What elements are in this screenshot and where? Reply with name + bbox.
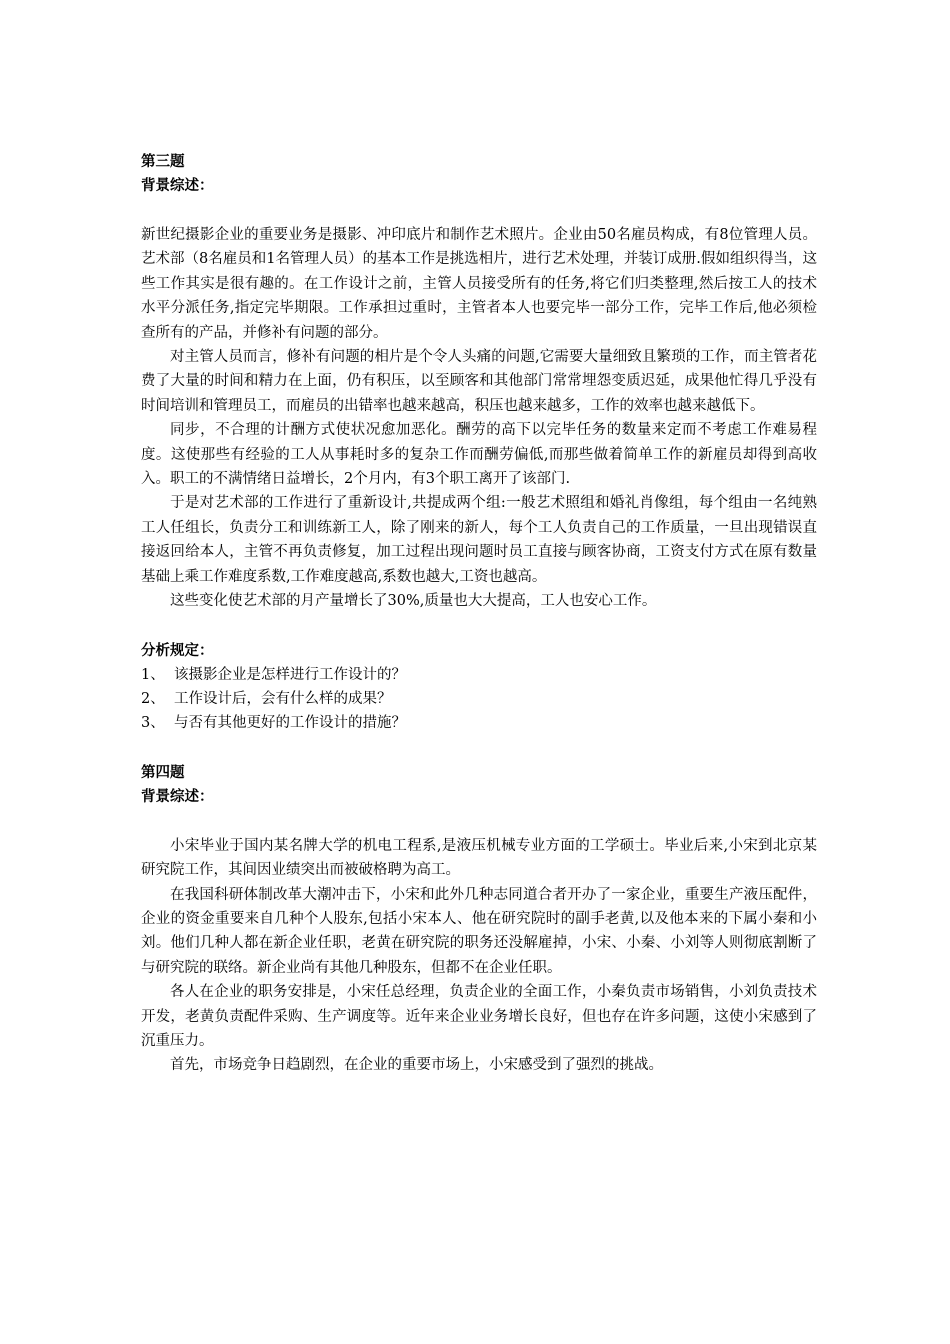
question-number: 3、 [141, 715, 165, 732]
question-4-title: 第四题 [141, 764, 185, 781]
question-3-analysis-label: 分析规定： [141, 642, 214, 659]
question-4-section [141, 761, 817, 1078]
question-list-item [141, 687, 817, 711]
question-list-item [141, 663, 817, 687]
question-3-paragraph: 同步，不合理的计酬方式使状况愈加恶化。酬劳的高下以完毕任务的数量来定而不考虑工作难易程度。这使那些有经验的工人从事耗时多的复杂工作而酬劳偏低,而那些做着简单工作的新雇员却得到高收入。职工的不满情绪日益增长，2个月内，有3个职工离开了该部门. [141, 422, 817, 488]
question-3-paragraph: 新世纪摄影企业的重要业务是摄影、冲印底片和制作艺术照片。企业由50名雇员构成，有8位管理人员。艺术部（8名雇员和1名管理人员）的基本工作是挑选相片，进行艺术处理，并装订成册.假如组织得当，这些工作其实是很有趣的。在工作设计之前，主管人员接受所有的任务,将它们归类整理,然后按工人的技术水平分派任务,指定完毕期限。工作承担过重时，主管者本人也要完毕一部分工作，完毕工作后,他必须检查所有的产品，并修补有问题的部分。 [141, 227, 817, 341]
question-3-title: 第三题 [141, 154, 185, 170]
question-list-item [141, 711, 817, 735]
question-text: 该摄影企业是怎样进行工作设计的？ [174, 666, 406, 683]
document-content [141, 150, 817, 1078]
question-4-paragraph: 首先，市场竞争日趋剧烈，在企业的重要市场上，小宋感受到了强烈的挑战。 [170, 1057, 663, 1074]
question-4-background-label: 背景综述： [141, 788, 214, 805]
question-number: 1、 [141, 666, 165, 683]
question-3-paragraph: 于是对艺术部的工作进行了重新设计,共提成两个组:一般艺术照组和婚礼肖像组，每个组由一名纯熟工人任组长，负责分工和训练新工人，除了刚来的新人，每个工人负责自己的工作质量，一旦出现错误直接返回给本人，主管不再负责修复，加工过程出现问题时员工直接与顾客协商，工资支付方式在原有数量基础上乘工作难度系数,工作难度越高,系数也越大,工资也越高。 [141, 495, 817, 585]
question-3-background-label: 背景综述： [141, 178, 214, 194]
question-text: 工作设计后，会有什么样的成果？ [174, 690, 392, 707]
question-3-paragraph: 这些变化使艺术部的月产量增长了30%,质量也大大提高，工人也安心工作。 [170, 593, 657, 610]
question-3-paragraph: 对主管人员而言，修补有问题的相片是个令人头痛的问题,它需要大量细致且繁琐的工作，而主管者花费了大量的时间和精力在上面，仍有积压，以至顾客和其他部门常常埋怨变质迟延，成果他忙得几乎没有时间培训和管理员工，而雇员的出错率也越来越高，积压也越来越多，工作的效率也越来越低下。 [141, 349, 817, 414]
question-4-paragraph: 各人在企业的职务安排是，小宋任总经理，负责企业的全面工作，小秦负责市场销售，小刘负责技术开发，老黄负责配件采购、生产调度等。近年来企业业务增长良好，但也存在许多问题，这使小宋感到了沉重压力。 [141, 984, 817, 1049]
question-4-paragraph: 小宋毕业于国内某名牌大学的机电工程系,是液压机械专业方面的工学硕士。毕业后来,小宋到北京某研究院工作，其间因业绩突出而被破格聘为高工。 [141, 837, 817, 879]
question-text: 与否有其他更好的工作设计的措施？ [174, 715, 406, 732]
question-4-paragraph: 在我国科研体制改革大潮冲击下，小宋和此外几种志同道合者开办了一家企业，重要生产液压配件，企业的资金重要来自几种个人股东,包括小宋本人、他在研究院时的副手老黄,以及他本来的下属小秦和小刘。他们几种人都在新企业任职，老黄在研究院的职务还没解雇掉，小宋、小秦、小刘等人则彻底割断了与研究院的联络。新企业尚有其他几种股东，但都不在企业任职。 [141, 886, 817, 976]
question-number: 2、 [141, 690, 165, 707]
question-3-section [141, 150, 817, 736]
